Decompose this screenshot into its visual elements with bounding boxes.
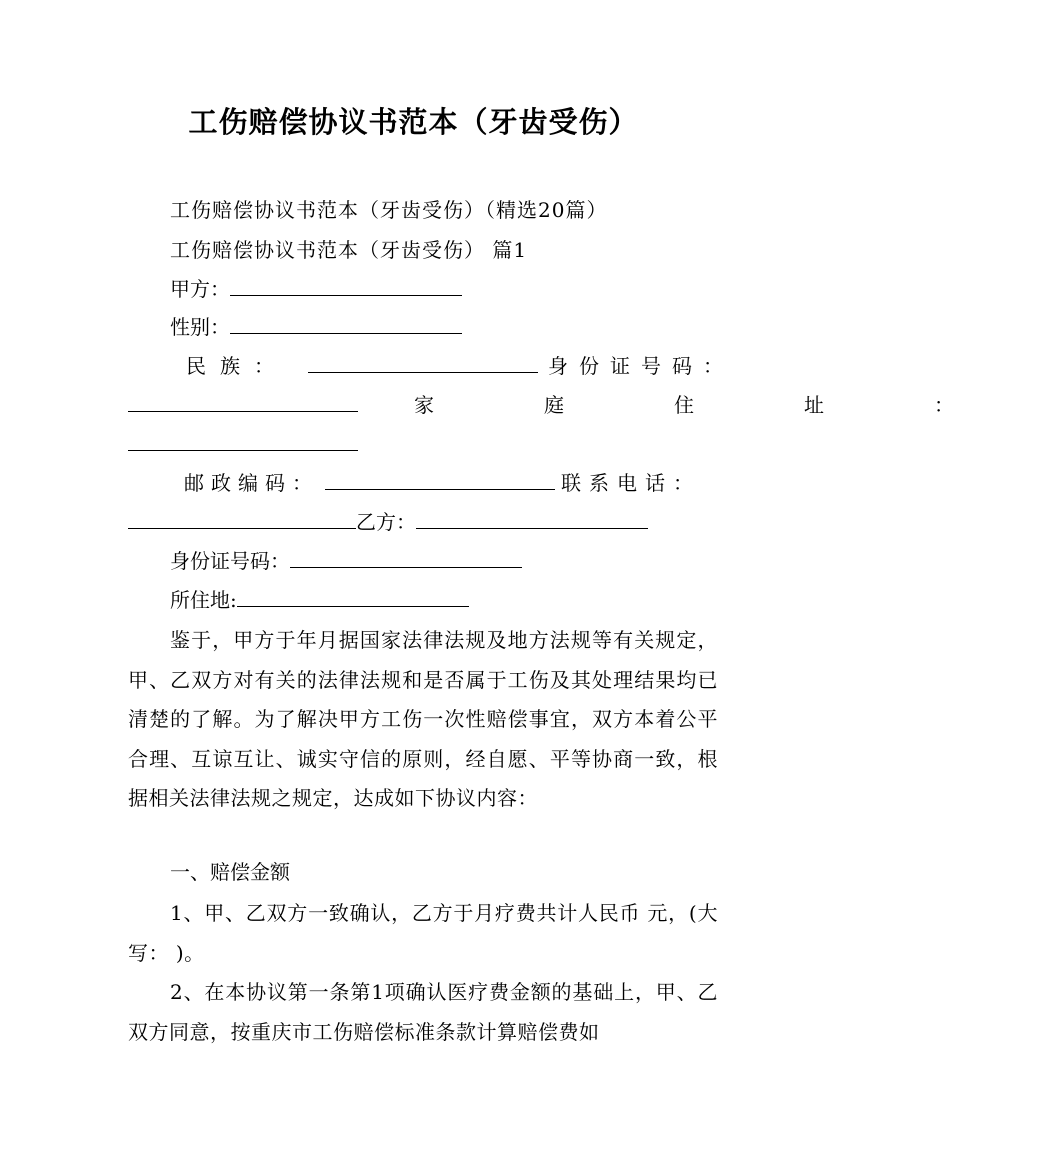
postal-code-label: 邮政编码： (184, 471, 319, 495)
document-subtitle: 工伤赔偿协议书范本（牙齿受伤）（精选20篇） (170, 198, 608, 222)
gender-row (170, 313, 462, 341)
residence-row (170, 586, 469, 614)
id-number-b-label: 身份证号码： (170, 549, 290, 573)
id-number-b-row (170, 547, 522, 575)
party-a-row (170, 275, 462, 303)
section-heading: 工伤赔偿协议书范本（牙齿受伤） 篇1 (170, 238, 528, 262)
home-address-blank-row (128, 430, 358, 458)
section-one-heading: 一、赔偿金额 (170, 860, 290, 884)
postal-code-blank (325, 469, 555, 490)
ethnicity-blank (308, 352, 538, 373)
party-b-blank (416, 508, 648, 529)
home-address-blank (128, 430, 358, 451)
party-a-blank (230, 275, 462, 296)
gender-label: 性别： (170, 315, 230, 339)
party-b-label: 乙方： (356, 510, 416, 534)
ethnicity-row (186, 352, 734, 380)
preamble-paragraph: 鉴于，甲方于年月据国家法律法规及地方法规等有关规定，甲、乙双方对有关的法律法规和是否属于工伤及其处理结果均已清楚的了解。为了解决甲方工伤一次性赔偿事宜，双方本着公平合理、互谅互让、诚实守信的原则，经自愿、平等协商一致，根据相关法律法规之规定，达成如下协议内容： (128, 628, 718, 811)
clause-2-paragraph: 2、在本协议第一条第1项确认医疗费金额的基础上，甲、乙双方同意，按重庆市工伤赔偿标准条款计算赔偿费如 (128, 980, 718, 1044)
contact-phone-blank (128, 508, 356, 529)
ethnicity-label: 民族： (186, 354, 288, 378)
id-number-blank (128, 391, 358, 412)
document-title: 工伤赔偿协议书范本（牙齿受伤） (188, 105, 639, 139)
gender-blank (230, 313, 462, 334)
id-number-blank-row (128, 391, 358, 419)
clause-1-paragraph: 1、甲、乙双方一致确认，乙方于月疗费共计人民币 元，(大写： )。 (128, 901, 718, 965)
home-address-label: 家庭住址： (414, 393, 1064, 417)
contact-phone-label: 联系电话： (561, 471, 701, 495)
postal-code-row (184, 469, 701, 497)
id-number-b-blank (290, 547, 522, 568)
party-b-row (128, 508, 648, 536)
residence-blank (237, 586, 469, 607)
id-number-label: 身份证号码： (548, 354, 734, 378)
residence-label: 所住地: (170, 588, 237, 612)
party-a-label: 甲方： (170, 277, 230, 301)
